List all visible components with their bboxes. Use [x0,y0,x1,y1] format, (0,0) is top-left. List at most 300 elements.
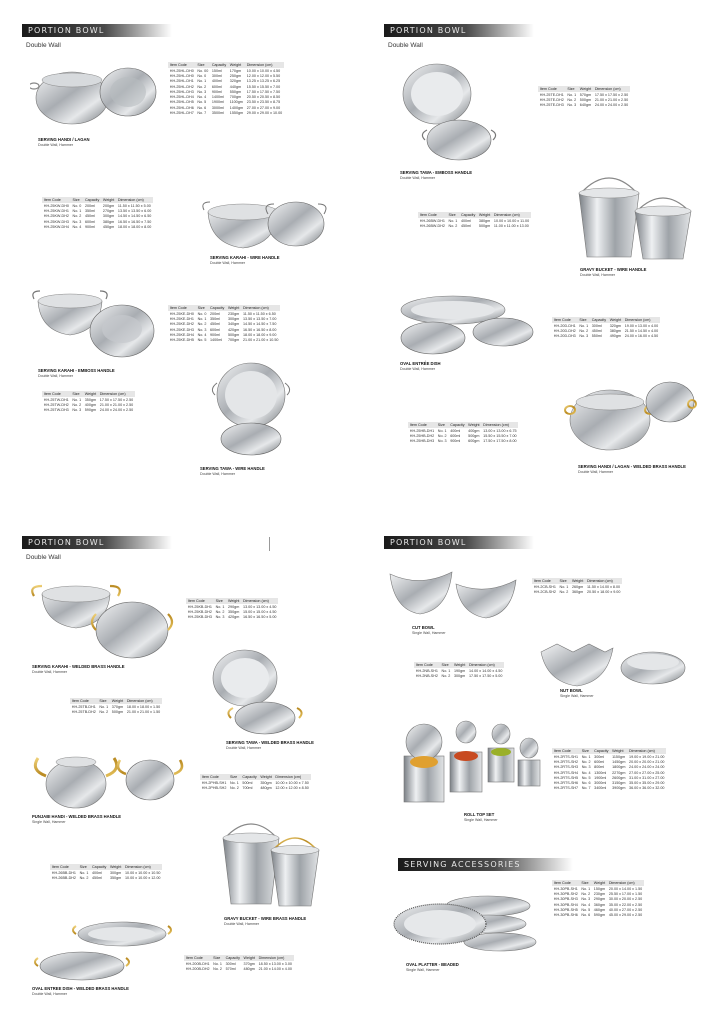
handi-lagan-spec-table [168,62,284,116]
table-cell: 320gm [229,79,242,84]
table-cell: 20.50 x 20.50 x 8.50 [246,95,281,100]
table-cell: HH-26BB-DH2 [51,875,76,880]
table-row [418,223,531,228]
column-header: Item Code [42,197,71,203]
table-cell: No. 2 [229,785,239,790]
table-cell: 40.00 x 27.00 x 2.50 [608,907,643,912]
table-cell: 200ml [84,203,95,208]
table-cell: 570ml [225,966,236,971]
table-cell: 260gm [571,584,584,589]
table-cell: 380gm [609,328,621,333]
table-cell: No. 1 [99,704,109,709]
column-header: Item Code [168,62,196,68]
column-header: Dimension (cm) [627,748,666,754]
table-cell: HH-30PB-SH6 [553,913,578,918]
table-cell: No. 2 [213,966,222,971]
table-cell: 340gm [227,322,240,327]
table-cell: 10.00 x 10.00 x 7.50 [275,780,309,785]
quadrant-divider [269,537,270,551]
table-cell: HH-30PB-SH2 [553,891,578,896]
table-cell: 3900gm [612,786,626,791]
table-row [42,408,135,413]
column-header: Capacity [84,198,100,202]
table-row [42,397,135,402]
table-cell: 300ml [594,754,605,759]
table-cell: 21.00 x 21.00 x 1.50 [126,709,161,714]
column-header: Weight [593,881,606,885]
table-row [42,402,135,407]
column-header: Size [211,955,223,961]
table-cell: 600ml [450,433,461,438]
table-cell: No. 2 [579,328,589,333]
oval-brass-image [32,916,172,986]
table-cell: No. 3 [197,89,207,94]
kadai-wire-spec-table [42,197,153,229]
column-header: Dimension (cm) [623,317,660,323]
table-cell: No. 2 [559,589,569,594]
column-header: Weight [453,663,466,667]
table-cell: 150ml [211,68,222,73]
tawa-emboss-image [397,58,497,168]
table-cell: No. 3 [215,615,225,620]
table-cell: HH-2PHB-SH1 [201,780,227,785]
table-cell: No. 5 [197,338,207,343]
table-cell: 350ml [210,316,221,321]
table-cell: HH-20D-DH2 [553,328,576,333]
table-cell: No. 1 [72,397,82,402]
table-cell: 900ml [450,439,461,444]
table-cell: HH-200B-DH1 [185,961,210,966]
table-cell: 300gm [453,673,466,678]
table-cell: 10.00 x 10.00 x 11.00 [493,218,530,223]
column-header: Item Code [418,212,447,218]
table-cell: 21.50 x 14.50 x 4.00 [624,328,659,333]
table-cell: HH-25KE-DH5 [169,338,194,343]
tawa-wire-spec-table [42,391,135,413]
table-cell: 700gm [227,338,240,343]
nut-bowl-name: NUT BOWL [560,688,583,693]
column-header: Dimension (cm) [123,864,162,870]
kadai-brass-desc: Double Wall, Hammer [32,670,68,674]
table-cell: 250gm [229,73,242,78]
table-cell: HH-25KW-DH4 [43,224,69,229]
punjabi-handi-name: PUNJABI HANDI - WELDED BRASS HANDLE [32,814,122,819]
column-header: Dimension (cm) [492,212,531,218]
table-row [552,902,644,907]
column-header: Size [440,662,452,668]
table-row [168,110,284,115]
table-cell: 11.50 x 11.50 x 6.50 [242,311,276,316]
table-cell: 400gm [468,428,480,433]
table-cell: No. 5 [581,907,591,912]
table-cell: 1800gm [612,765,626,770]
table-cell: 300ml [211,73,222,78]
table-cell: 13.00 x 13.00 x 4.50 [243,604,277,609]
kadai-emboss-spec-table [168,305,280,343]
column-header: Size [578,317,590,323]
handi-lagan-image [30,62,160,134]
table-cell: 35.00 x 35.00 x 29.00 [629,781,665,786]
table-cell: No. 3 [567,103,577,108]
column-header: Weight [260,775,272,779]
table-cell: 31.00 x 31.00 x 27.00 [629,775,665,780]
table-cell: 14.50 x 14.50 x 6.50 [117,214,152,219]
table-cell: 360gm [593,902,606,907]
kadai-emboss-name: SERVING KARAHI - EMBOSS HANDLE [38,368,115,373]
table-cell: HH-25KE-DH2 [169,322,194,327]
kadai-emboss-desc: Double Wall, Hammer [38,374,74,378]
column-header: Dimension (cm) [98,391,135,397]
column-header: Weight [468,423,480,427]
table-cell: HH-25TE-DH1 [539,92,564,97]
table-cell: 13.50 x 13.50 x 6.00 [117,208,152,213]
table-cell: HH-25HB-DH3 [409,439,435,444]
table-cell: HH-30PB-SH4 [553,902,578,907]
catalog-quadrant-3 [0,512,362,1024]
table-cell: HH-25KB-DH1 [187,604,212,609]
table-cell: No. 3 [72,219,82,224]
table-row [50,875,162,880]
table-cell: 1900ml [211,100,224,105]
table-cell: No. 2 [79,875,89,880]
column-header: Capacity [210,306,225,310]
column-header: Capacity [92,865,107,869]
table-cell: 17.50 x 17.50 x 8.00 [483,439,517,444]
table-cell: HH-25HL-DH1 [169,79,194,84]
table-cell: 190gm [453,668,466,673]
gravy-wire-name: GRAVY BUCKET - WIRE HANDLE [580,267,647,272]
table-cell: No. 3 [197,327,207,332]
oval-platter-desc: Single Wall, Hammer [406,968,440,972]
table-row [184,966,294,971]
table-cell: 700gm [229,95,242,100]
gravy-brass-spec-table [50,864,162,881]
roll-top-desc: Single Wall, Hammer [464,818,498,822]
table-cell: 420gm [228,615,240,620]
column-header: Weight [579,87,592,91]
table-cell: No. 2 [581,891,591,896]
table-cell: No. 00 [197,68,209,73]
column-header: Size [228,774,240,780]
table-cell: HH-25TB-DH2 [71,709,96,714]
table-cell: No. 2 [567,97,577,102]
table-cell: HH-25KW-DH3 [43,219,69,224]
table-cell: No. 1 [215,604,225,609]
tawa-brass-name: SERVING TAWA - WELDED BRASS HANDLE [226,740,314,745]
table-cell: 20.00 x 14.00 x 1.50 [608,886,643,891]
table-row [538,92,630,97]
table-cell: HH-25HB-DH1 [409,428,435,433]
column-header: Weight [478,213,491,217]
table-cell: No. 4 [197,332,207,337]
table-cell: 18.50 x 13.00 x 3.00 [258,961,292,966]
table-cell: 600gm [468,439,480,444]
oval-entree-desc: Double Wall, Hammer [400,367,436,371]
oval-entree-name: OVAL ENTRÉE DISH [400,361,441,366]
table-cell: 36.00 x 36.00 x 32.00 [629,786,665,791]
tawa-emboss-desc: Double Wall, Hammer [400,176,436,180]
table-row [408,439,518,444]
kadai-wire-desc: Double Wall, Hammer [210,261,246,265]
table-cell: 14.00 x 14.00 x 4.50 [468,668,503,673]
table-cell: No. 5 [581,775,591,780]
table-cell: 230gm [227,311,240,316]
table-cell: HH-200B-DH2 [185,966,210,971]
column-header: Weight [571,579,584,583]
catalog-quadrant-4 [362,512,724,1024]
table-row [186,604,278,609]
table-cell: No. 6 [581,781,591,786]
oval-entree-spec-table [552,317,660,339]
table-cell: No. 1 [197,79,207,84]
table-cell: 24.00 x 16.00 x 4.50 [624,334,659,339]
column-header: Item Code [184,955,211,961]
table-cell: No. 2 [441,673,451,678]
column-header: Item Code [538,86,566,92]
column-header: Weight [227,306,240,310]
column-header: Item Code [414,662,440,668]
table-cell: 10.00 x 10.00 x 10.50 [124,870,161,875]
table-cell: No. 2 [72,214,82,219]
table-cell: HH-25HL-DH7 [169,111,194,116]
punjabi-handi-image [26,748,190,812]
table-cell: No. 4 [581,902,591,907]
oval-brass-desc: Double Wall, Hammer [32,992,68,996]
table-cell: 450ml [84,214,95,219]
section-banner: PORTION BOWL [384,24,534,37]
column-header: Capacity [591,318,607,322]
table-cell: 300ml [591,323,602,328]
table-cell: 45.00 x 29.00 x 2.50 [608,913,643,918]
handi-lagan-desc: Double Wall, Hammer [38,143,74,147]
table-cell: No. 2 [437,433,447,438]
table-cell: HH-26BW-DH2 [419,223,445,228]
table-cell: 640gm [579,103,592,108]
table-cell: 600ml [210,327,221,332]
table-cell: HH-25TW-DH2 [43,402,69,407]
column-header: Item Code [408,422,436,428]
oval-platter-image [392,890,552,960]
column-header: Dimension (cm) [116,197,153,203]
section-banner-accessories: SERVING ACCESSORIES [398,858,573,871]
table-cell: 11.50 x 11.50 x 5.00 [117,203,151,208]
table-cell: 490gm [609,334,621,339]
section-banner: PORTION BOWL [22,536,172,549]
table-cell: 11.50 x 14.00 x 8.00 [586,584,621,589]
table-cell: 2600gm [612,775,626,780]
table-cell: No. 2 [448,223,458,228]
table-cell: No. 2 [197,84,207,89]
table-row [552,891,644,896]
column-header: Item Code [200,774,228,780]
table-cell: HH-2CB-SH1 [533,584,556,589]
table-cell: 290gm [593,897,606,902]
table-cell: HH-2RTS-SH4 [553,770,579,775]
table-cell: No. 1 [79,870,89,875]
column-header: Dimension (cm) [257,955,294,961]
tawa-wire-desc: Double Wall, Hammer [200,472,236,476]
column-header: Size [558,578,570,584]
table-cell: 400ml [460,218,471,223]
table-cell: 900ml [211,89,222,94]
table-cell: 200gm [102,203,115,208]
table-cell: No. 4 [197,95,207,100]
column-header: Item Code [552,317,578,323]
table-cell: 290gm [228,604,240,609]
table-cell: 800ml [594,765,605,770]
column-header: Dimension (cm) [241,305,280,311]
table-row [552,897,644,902]
table-cell: HH-20D-DH3 [553,334,576,339]
table-cell: HH-25KB-DH2 [187,609,212,614]
section-subtitle: Double Wall [26,554,61,561]
column-header: Item Code [50,864,78,870]
table-row [414,673,504,678]
table-cell: No. 2 [215,609,225,614]
table-cell: 450ml [591,328,602,333]
table-cell: HH-25TB-DH1 [71,704,96,709]
table-cell: 320gm [609,323,621,328]
table-cell: 500ml [242,780,253,785]
section-subtitle: Double Wall [26,42,61,49]
table-cell: HH-25TE-DH3 [539,103,564,108]
handi-brass-name: SERVING HANDI / LAGAN - WELDED BRASS HANDLE [578,464,686,469]
table-cell: HH-25HB-DH2 [409,433,435,438]
table-cell: No. 1 [579,323,589,328]
column-header: Dimension (cm) [467,662,504,668]
table-cell: HH-20D-DH1 [553,323,576,328]
gravy-wire-desc: Double Wall, Hammer [580,273,616,277]
column-header: Size [196,305,208,311]
column-header: Dimension (cm) [481,422,518,428]
table-cell: 500gm [579,97,592,102]
table-cell: 3400ml [594,786,607,791]
table-cell: 300gm [109,870,122,875]
table-row [532,589,622,594]
table-cell: 20.50 x 18.00 x 9.00 [586,589,621,594]
table-cell: No. 3 [579,334,589,339]
kadai-brass-name: SERVING KARAHI - WELDED BRASS HANDLE [32,664,125,669]
table-cell: 19.00 x 13.00 x 4.00 [624,323,659,328]
table-cell: No. 0 [72,203,82,208]
table-cell: No. 4 [581,770,591,775]
gravy-brass-desc: Double Wall, Hammer [224,922,260,926]
column-header: Weight [228,62,245,68]
section-subtitle: Double Wall [388,42,423,49]
table-cell: No. 2 [197,322,207,327]
table-cell: 20.00 x 20.00 x 21.00 [629,759,665,764]
table-cell: 35.00 x 22.00 x 2.50 [608,902,643,907]
cut-bowl-desc: Single Wall, Hammer [412,631,446,635]
table-cell: 17.50 x 17.50 x 7.50 [246,89,281,94]
table-cell: 17.50 x 17.50 x 5.00 [468,673,503,678]
table-cell: 400ml [211,79,222,84]
table-row [552,912,644,917]
column-header: Item Code [42,391,71,397]
table-cell: HH-2CB-SH2 [533,589,556,594]
table-row [532,584,622,589]
tawa-wire-name: SERVING TAWA - WIRE HANDLE [200,466,265,471]
table-cell: No. 2 [581,759,591,764]
table-cell: 270gm [102,208,115,213]
handi-brass-desc: Double Wall, Hammer [578,470,614,474]
table-cell: 700ml [242,785,253,790]
table-cell: 420gm [227,327,240,332]
column-header: Item Code [70,698,98,704]
table-cell: No. 1 [72,208,82,213]
table-cell: 400ml [450,428,461,433]
column-header: Size [447,212,459,218]
table-cell: 27.00 x 27.00 x 25.00 [629,770,665,775]
column-header: Weight [111,699,124,703]
table-cell: HH-25KE-DH1 [169,316,194,321]
table-cell: 18.00 x 18.00 x 8.00 [117,224,152,229]
table-cell: No. 6 [197,105,207,110]
table-cell: 11.00 x 11.00 x 13.00 [493,223,529,228]
column-header: Capacity [242,775,257,779]
table-cell: 15.50 x 15.50 x 7.00 [246,84,281,89]
table-cell: 500gm [478,223,491,228]
table-cell: 1400gm [229,105,244,110]
table-cell: 23.50 x 23.50 x 8.75 [246,100,281,105]
table-row [42,224,153,229]
column-header: Size [196,62,210,68]
table-cell: HH-25KB-DH3 [187,615,212,620]
cut-bowl-spec-table [532,578,622,595]
table-cell: HH-30PB-SH5 [553,907,578,912]
table-cell: 21.00 x 21.00 x 10.50 [242,338,279,343]
table-row [186,615,278,620]
table-cell: No. 4 [72,224,82,229]
table-cell: HH-2NB-SH2 [415,673,438,678]
column-header: Dimension (cm) [125,698,162,704]
table-cell: 19.00 x 19.00 x 21.00 [629,754,665,759]
table-cell: No. 1 [581,886,591,891]
punjabi-handi-desc: Single Wall, Hammer [32,820,66,824]
table-cell: 2270gm [612,770,626,775]
table-cell: 550ml [591,334,602,339]
table-cell: No. 1 [437,428,447,433]
table-cell: 24.00 x 24.00 x 2.50 [99,408,134,413]
table-cell: 3000ml [211,105,224,110]
table-cell: 170gm [229,68,242,73]
table-cell: 300ml [225,961,236,966]
handi-brass-image [562,372,702,462]
table-cell: 460gm [593,907,606,912]
table-cell: HH-25HL-DH3 [169,89,194,94]
tawa-wire-image [205,355,295,460]
column-header: Item Code [186,598,214,604]
punjabi-handi-spec-table [200,774,311,791]
column-header: Item Code [552,880,580,886]
table-cell: 380gm [478,218,491,223]
table-cell: 900ml [210,332,221,337]
table-cell: No. 5 [197,100,207,105]
column-header: Dimension (cm) [593,86,630,92]
table-cell: No. 1 [559,584,569,589]
oval-brass-name: OVAL ENTREE DISH - WELDED BRASS HANDLE [32,986,129,991]
column-header: Weight [228,599,240,603]
table-row [168,337,280,342]
table-cell: No. 3 [72,408,82,413]
table-cell: No. 7 [197,111,207,116]
table-cell: No. 3 [581,897,591,902]
table-cell: 21.00 x 21.00 x 2.50 [99,402,134,407]
table-cell: 480gm [243,966,255,971]
column-header: Dimension (cm) [274,774,311,780]
table-cell: 1400ml [210,338,223,343]
table-cell: 370gm [111,704,124,709]
